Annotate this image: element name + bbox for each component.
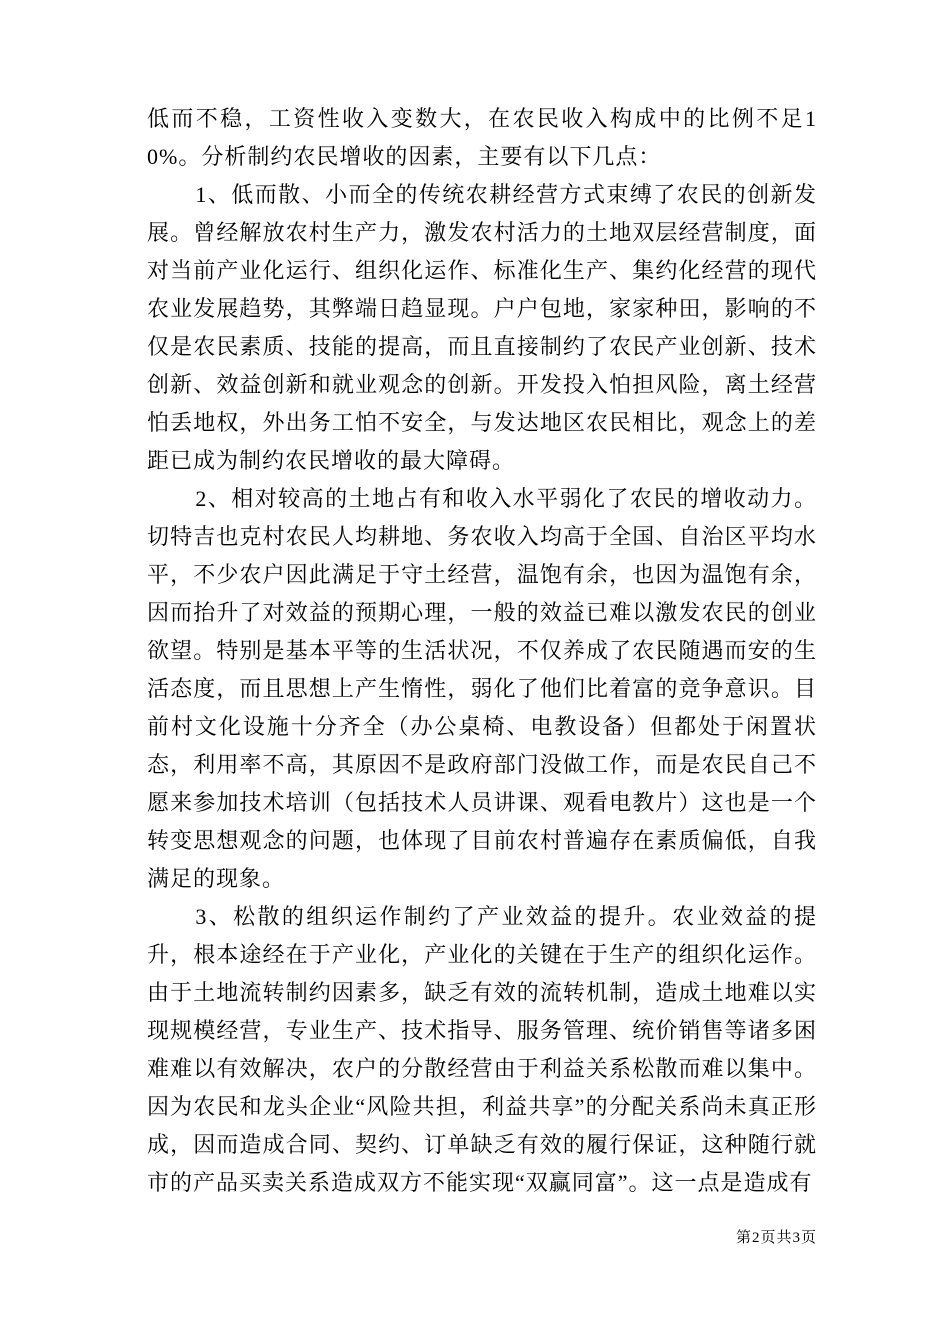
paragraph-point-1: 1、低而散、小而全的传统农耕经营方式束缚了农民的创新发展。曾经解放农村生产力，激发农村活力的土地双层经营制度，面对当前产业化运行、组织化运作、标准化生产、集约化经营的现代农业发展趋势，其弊端日趋显现。户户包地，家家种田，影响的不仅是农民素质、技能的提高，而且直接制约了农民产业创新、技术创新、效益创新和就业观念的创新。开发投入怕担风险，离土经营怕丢地权，外出务工怕不安全，与发达地区农民相比，观念上的差距已成为制约农民增收的最大障碍。 [147, 182, 817, 473]
page-number-footer: 第2页共3页 [735, 1230, 817, 1246]
document-body-text [147, 100, 817, 1202]
paragraph-point-3: 3、松散的组织运作制约了产业效益的提升。农业效益的提升，根本途经在于产业化，产业化的关键在于生产的组织化运作。由于土地流转制约因素多，缺乏有效的流转机制，造成土地难以实现规模经营，专业生产、技术指导、服务管理、统价销售等诸多困难难以有效解决，农户的分散经营由于利益关系松散而难以集中。因为农民和龙头企业“风险共担，利益共享”的分配关系尚未真正形成，因而造成合同、契约、订单缺乏有效的履行保证，这种随行就市的产品买卖关系造成双方不能实现“双赢同富”。这一点是造成有 [147, 904, 817, 1195]
paragraph-continuation: 低而不稳，工资性收入变数大，在农民收入构成中的比例不足10%。分析制约农民增收的因素，主要有以下几点： [147, 106, 817, 169]
paragraph-point-2: 2、相对较高的土地占有和收入水平弱化了农民的增收动力。切特吉也克村农民人均耕地、务农收入均高于全国、自治区平均水平，不少农户因此满足于守土经营，温饱有余，也因为温饱有余，因而抬升了对效益的预期心理，一般的效益已难以激发农民的创业欲望。特别是基本平等的生活状况，不仅养成了农民随遇而安的生活态度，而且思想上产生惰性，弱化了他们比着富的竞争意识。目前村文化设施十分齐全（办公桌椅、电教设备）但都处于闲置状态，利用率不高，其原因不是政府部门没做工作，而是农民自己不愿来参加技术培训（包括技术人员讲课、观看电教片）这也是一个转变思想观念的问题，也体现了目前农村普遍存在素质偏低，自我满足的现象。 [147, 486, 817, 891]
